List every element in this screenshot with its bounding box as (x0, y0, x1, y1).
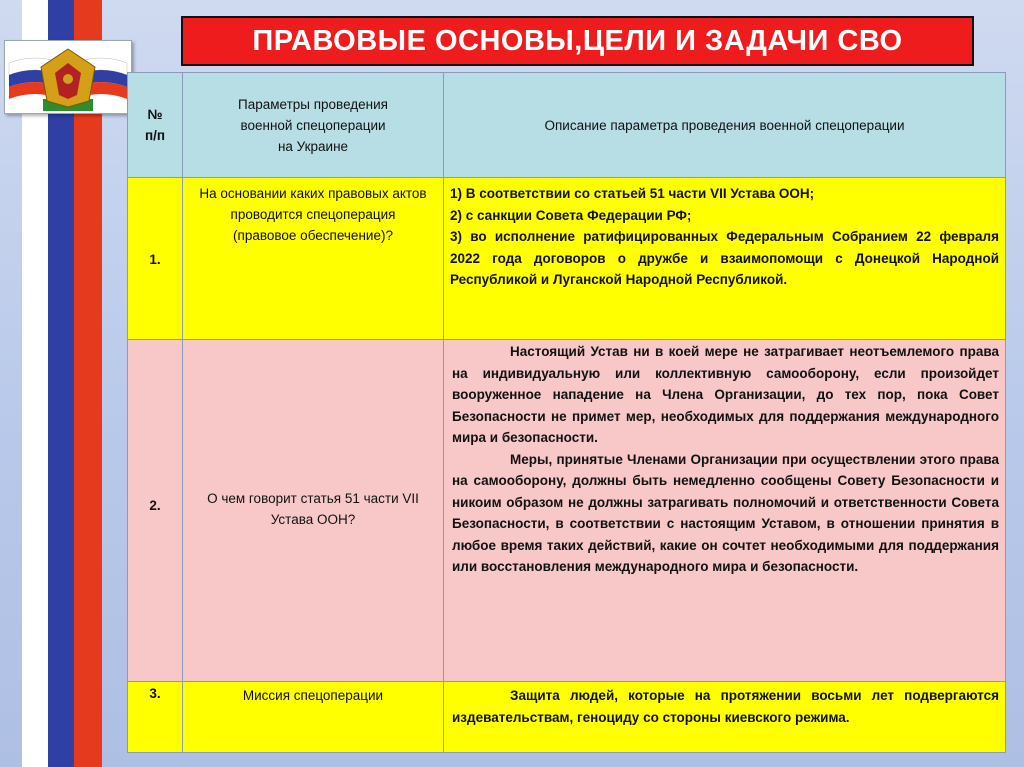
white-stripe (22, 0, 48, 767)
title-banner (181, 16, 974, 66)
table-row (128, 682, 1006, 753)
row-question: Миссия спецоперации (183, 682, 444, 753)
table-row (128, 340, 1006, 682)
row-answer (444, 682, 1006, 753)
page-title: ПРАВОВЫЕ ОСНОВЫ,ЦЕЛИ И ЗАДАЧИ СВО (252, 24, 903, 57)
header-num: № п/п (128, 73, 183, 178)
row-question: О чем говорит статья 51 части VII Устава ООН? (183, 340, 444, 682)
answer-line: 1) В соответствии со статьей 51 части VII Устава ООН; (450, 186, 815, 201)
blue-stripe (48, 0, 74, 767)
svo-table (127, 72, 1006, 753)
header-param: Параметры проведения военной спецоперации на Украине (183, 73, 444, 178)
answer-line: 3) во исполнение ратифицированных Федеральным Собранием 22 февраля 2022 года договоров о дружбе и взаимопомощи с Донецкой Народной Республикой и Луганской Народной Республикой. (450, 229, 999, 287)
table-row (128, 178, 1006, 340)
row-num: 1. (128, 178, 183, 340)
answer-paragraph: Защита людей, которые на протяжении восьми лет подвергаются издевательствам, геноциду со стороны киевского режима. (452, 688, 999, 725)
flag-eagle-emblem-icon (5, 41, 131, 113)
row-num: 2. (128, 340, 183, 682)
red-stripe (74, 0, 102, 767)
row-answer (444, 178, 1006, 340)
answer-paragraph: Меры, принятые Членами Организации при осуществлении этого права на самооборону, должны быть немедленно сообщены Совету Безопасности и никоим образом не должны затрагивать полномочий и ответственности Совета Безопасности, в соответствии с настоящим Уставом, в отношении принятия в любое время таких действий, какие он сочтет необходимыми для поддержания или восстановления международного мира и безопасности. (452, 451, 999, 574)
emblem-image (4, 40, 132, 114)
row-answer (444, 340, 1006, 682)
answer-paragraph: Настоящий Устав ни в коей мере не затрагивает неотъемлемого права на индивидуальную или коллективную самооборону, если произойдет вооруженное нападение на Члена Организации, до тех пор, пока Совет Безопасности не примет мер, необходимых для поддержания международного мира и безопасности. (452, 344, 999, 445)
row-num: 3. (128, 682, 183, 753)
header-desc: Описание параметра проведения военной спецоперации (444, 73, 1006, 178)
table-header-row (128, 73, 1006, 178)
row-question: На основании каких правовых актов проводится спецоперация (правовое обеспечение)? (183, 178, 444, 340)
answer-line: 2) с санкции Совета Федерации РФ; (450, 207, 692, 223)
